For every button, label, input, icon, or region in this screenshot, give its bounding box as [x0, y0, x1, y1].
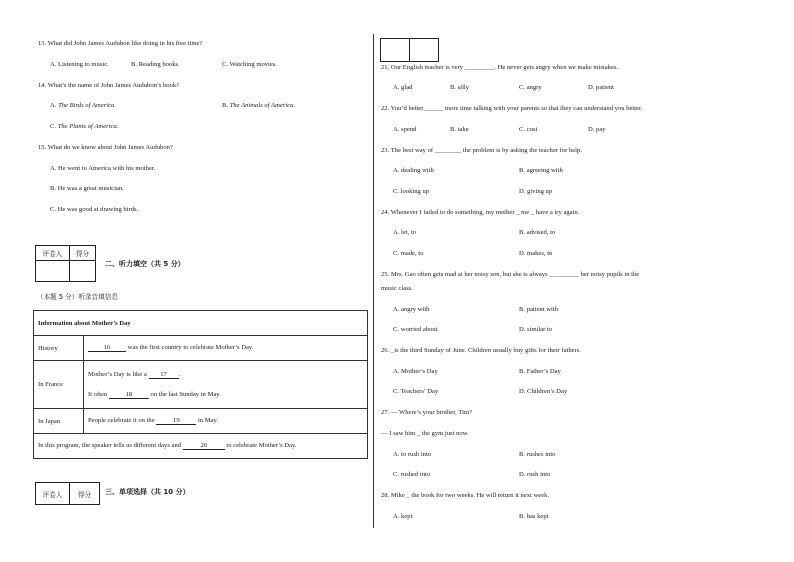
q26-option-c: C. Teachers’ Day: [393, 388, 439, 395]
q24-option-c: C. made, to: [393, 250, 424, 257]
q21-option-d: D. patient: [588, 84, 615, 91]
q24-stem: 24. Whenever I failed to do something, my mother _ me _ have a try again.: [381, 209, 580, 216]
score-label-2: 得分: [70, 483, 100, 505]
q27-option-a: A. to rush into: [393, 451, 432, 458]
q13-stem: 13. What did John James Audubon like doing in his free time?: [38, 40, 203, 47]
q14-option-a-text: The Birds of America.: [58, 102, 116, 109]
q26-option-b: B. Father’s Day: [519, 368, 561, 375]
row-label-history: History: [34, 336, 84, 361]
q27-option-b: B. rushes into: [519, 451, 556, 458]
q14-option-b-label: B.: [222, 102, 229, 109]
q14-option-c-label: C.: [50, 123, 57, 130]
blank-18[interactable]: 18: [109, 391, 149, 399]
row-france: [84, 361, 368, 409]
grader-label-2: 评卷人: [36, 483, 70, 505]
q23-stem: 23. The best way of ________ the problem is by asking the teacher for help.: [381, 147, 582, 154]
q14-option-c: [50, 123, 118, 130]
q22-option-a: A. spend: [393, 126, 417, 133]
top-score-cell-2[interactable]: [410, 39, 439, 62]
q25-option-d: D. similar to: [519, 326, 553, 333]
history-text: was the first country to celebrate Mother’s Day.: [127, 344, 254, 351]
row-label-japan: In Japan: [34, 409, 84, 434]
q21-option-c: C. angry: [519, 84, 542, 91]
q15-option-a: A. He went to America with his mother.: [50, 165, 156, 172]
top-score-cell-1[interactable]: [381, 39, 410, 62]
summary-pre: In this program, the speaker tells us different days and: [38, 442, 182, 449]
q26-option-a: A. Mother’s Day: [393, 368, 438, 375]
france-line1-pre: Mother’s Day is like a: [88, 370, 147, 378]
row-label-france: In France: [34, 361, 84, 409]
q24-option-d: D. makes, to: [519, 250, 553, 257]
q27-option-c: C. rushed into: [393, 471, 431, 478]
blank-17[interactable]: 17: [149, 371, 179, 379]
q24-option-b: B. advised, to: [519, 229, 556, 236]
blank-19[interactable]: 19: [156, 417, 196, 425]
section3-title: 三、单项选择（共 10 分）: [105, 488, 190, 496]
q25-stem: 25. Mrs. Gao often gets mad at her noisy son, but she is always _________ her noisy pupils in the: [381, 271, 640, 278]
section2-note: （本题 5 分）听录音填信息: [37, 293, 118, 301]
score-label: 得分: [70, 246, 96, 261]
q15-option-c: C. He was good at drawing birds.: [50, 206, 139, 213]
q13-option-b: B. Reading books.: [131, 61, 180, 68]
france-line1-post: .: [178, 370, 181, 378]
score-cell[interactable]: [70, 261, 96, 282]
q26-stem: 26. _is the third Sunday of June. Children usually buy gifts for their fathers.: [381, 347, 581, 354]
blank-20[interactable]: 20: [183, 442, 225, 450]
q23-option-a: A. dealing with: [393, 167, 434, 174]
section2-title: 二、听力填空（共 5 分）: [105, 260, 185, 268]
q28-stem: 28. Mike _ the book for two weeks. He will return it next week.: [381, 492, 550, 499]
q26-option-d: D. Children’s Day: [519, 388, 568, 395]
q22-option-b: B. take: [450, 126, 469, 133]
japan-pre: People celebrate it on the: [88, 417, 155, 424]
q23-option-b: B. agreeing with: [519, 167, 563, 174]
q22-stem: 22. You’d better______ more time talking with your parents so that they can understand you better.: [381, 105, 643, 112]
q25-option-a: A. angry with: [393, 306, 430, 313]
score-box-section3: [35, 482, 100, 505]
q22-option-c: C. cost: [519, 126, 538, 133]
mothers-day-table: [33, 310, 368, 459]
q28-option-b: B. has kept: [519, 513, 549, 520]
q15-option-b: B. He was a great musician.: [50, 185, 124, 192]
summary-post: to celebrate Mother’s Day.: [226, 442, 297, 449]
q25-option-c: C. worried about: [393, 326, 438, 333]
q23-option-c: C. looking up: [393, 188, 430, 195]
q28-option-a: A. kept: [393, 513, 413, 520]
blank-16[interactable]: 16: [88, 344, 126, 352]
q25-stem-cont: music class.: [381, 285, 413, 292]
q14-option-a: [50, 102, 116, 109]
q27-stem: 27. — Where’s your brother, Tim?: [381, 409, 473, 416]
column-divider: [373, 34, 374, 528]
q14-stem: 14. What’s the name of John James Audubon’s book?: [38, 82, 180, 89]
grader-cell[interactable]: [36, 261, 70, 282]
q22-option-d: D. pay: [588, 126, 606, 133]
top-score-box: [380, 38, 439, 62]
q15-stem: 15. What do we know about John James Audubon?: [38, 144, 173, 151]
france-line2-pre: It often: [88, 390, 108, 398]
table-title: Information about Mother’s Day: [34, 311, 368, 336]
q23-option-d: D. giving up: [519, 188, 553, 195]
q27-stem-cont: — I saw him _ the gym just now.: [381, 430, 469, 437]
q14-option-b-text: The Animals of America.: [229, 102, 296, 109]
japan-post: in May.: [197, 417, 219, 424]
q21-stem: 21. Our English teacher is very _________. He never gets angry when we make mistakes.: [381, 64, 619, 71]
q27-option-d: D. rush into: [519, 471, 551, 478]
row-summary: [34, 434, 368, 459]
q21-option-b: B. silly: [450, 84, 470, 91]
q21-option-a: A. glad: [393, 84, 413, 91]
q13-option-c: C. Watching movies.: [222, 61, 278, 68]
q13-option-a: A. Listening to music.: [50, 61, 109, 68]
score-box-section2: [35, 245, 96, 282]
q14-option-c-text: The Plants of America.: [57, 123, 119, 130]
q24-option-a: A. let, to: [393, 229, 417, 236]
q14-option-a-label: A.: [50, 102, 57, 109]
row-history: [84, 336, 368, 361]
q25-option-b: B. patient with: [519, 306, 559, 313]
grader-label: 评卷人: [36, 246, 70, 261]
row-japan: [84, 409, 368, 434]
france-line2-post: on the last Sunday in May.: [150, 390, 221, 398]
q14-option-b: [222, 102, 295, 109]
